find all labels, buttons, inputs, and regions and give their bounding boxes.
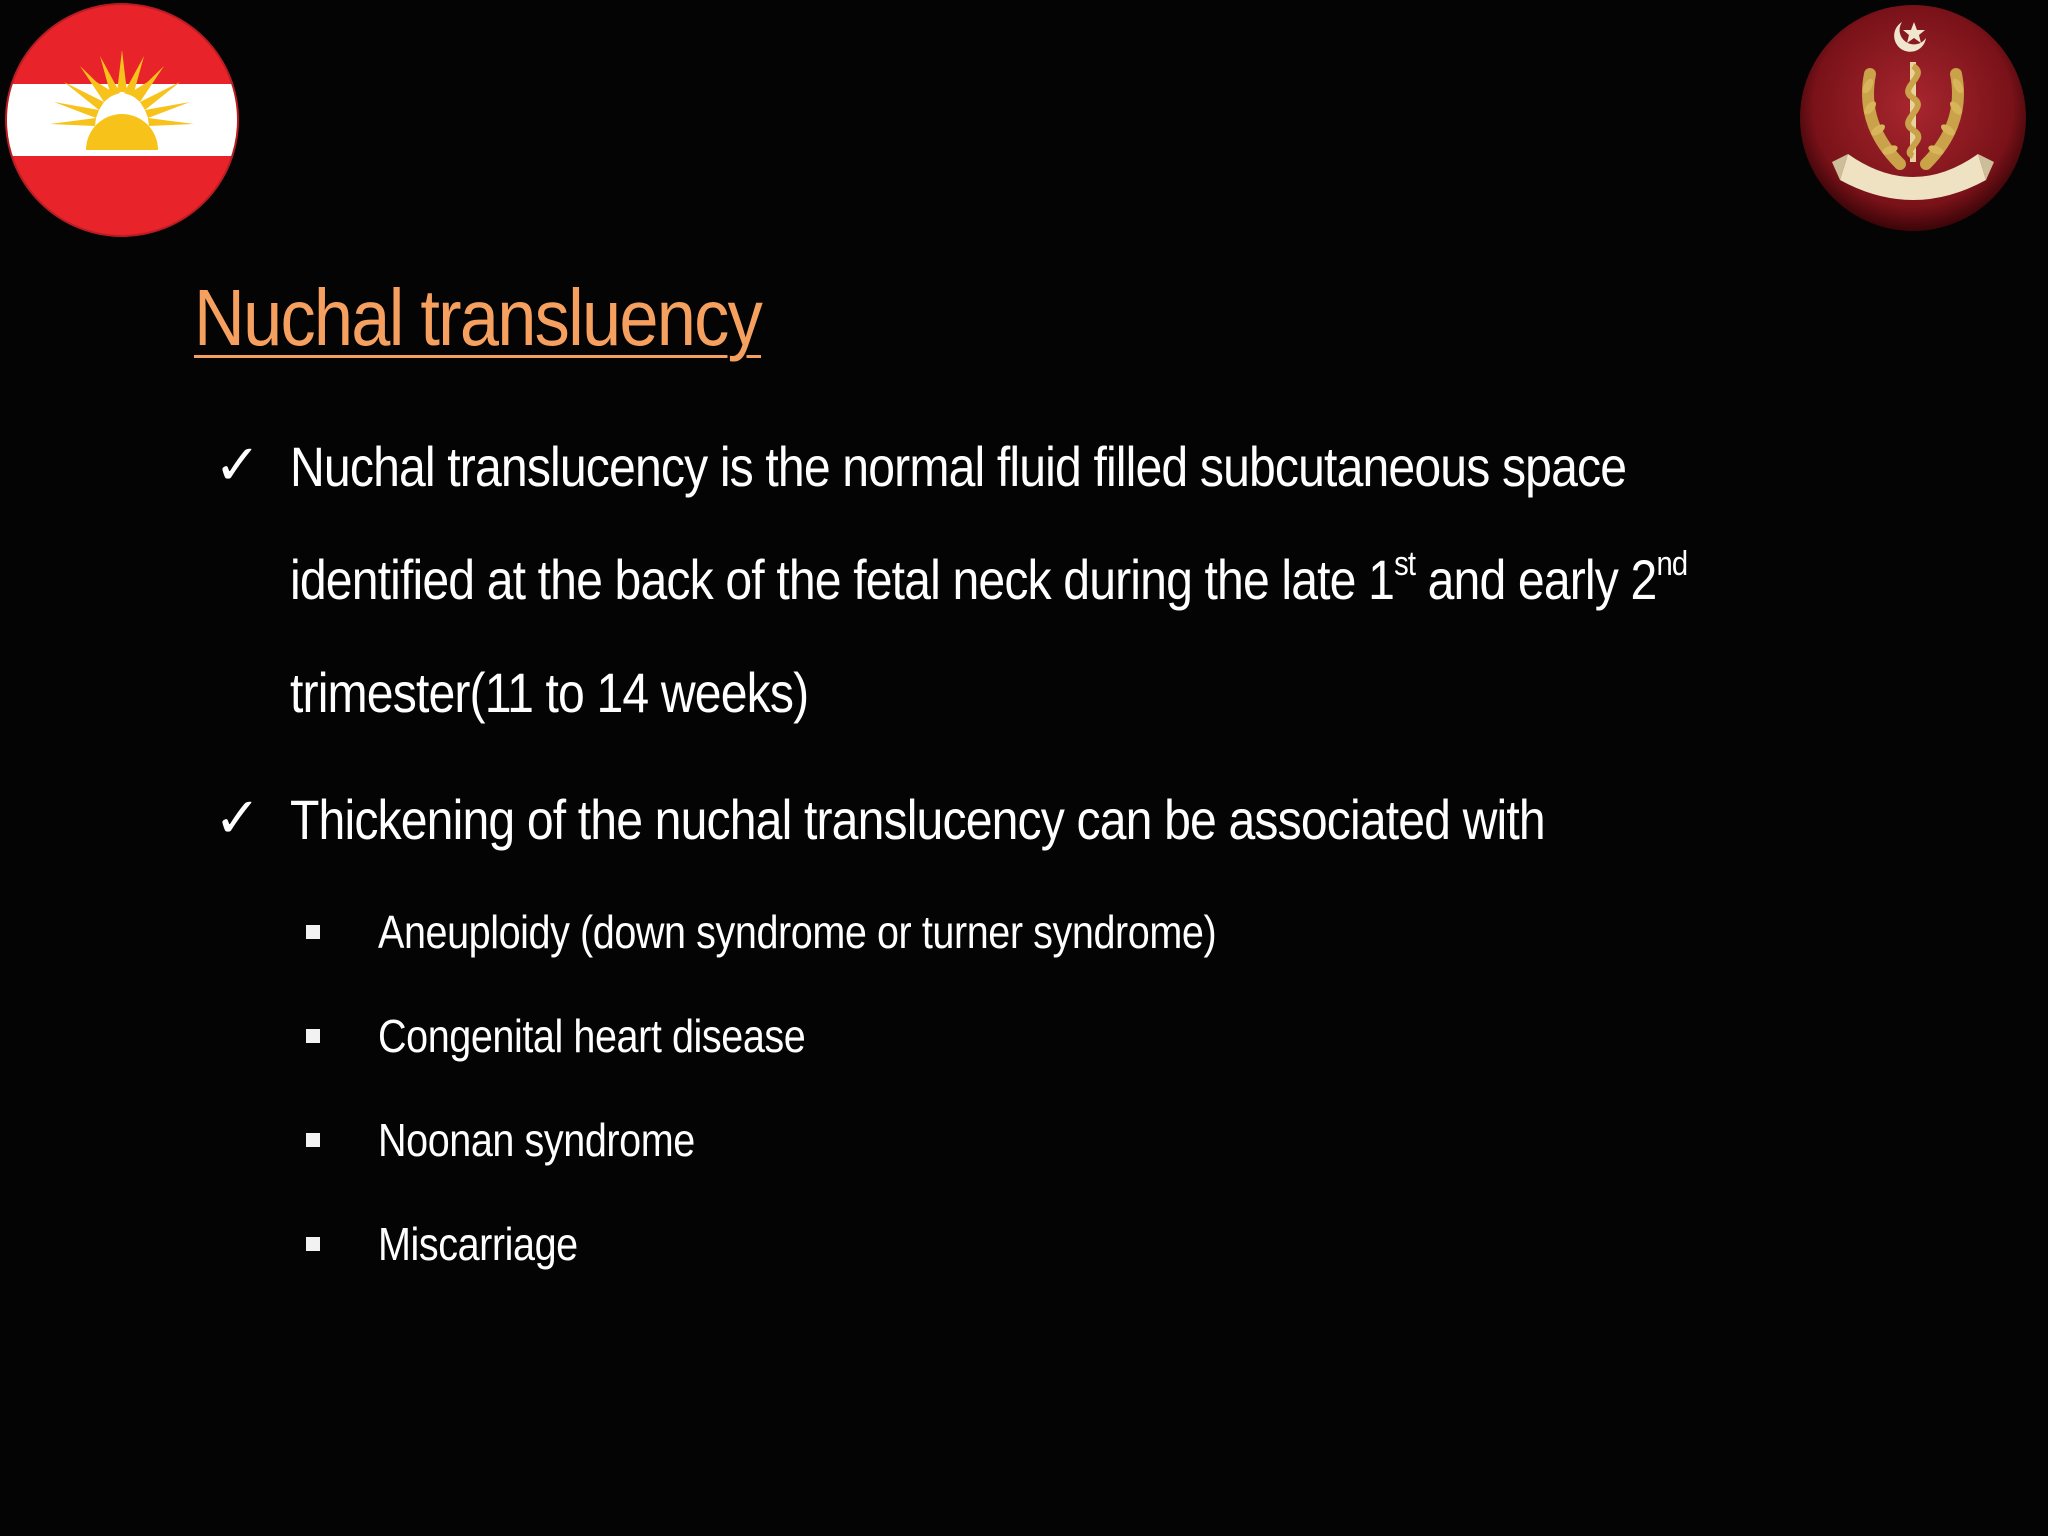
- square-bullet-icon: [306, 1237, 320, 1251]
- sub-item-3: Noonan syndrome: [378, 1114, 695, 1166]
- point-1-line-2: [290, 523, 1687, 636]
- checkmark-icon: ✓: [214, 433, 261, 496]
- point-1-line-2-text-a: identified at the back of the fetal neck during the late 1: [290, 548, 1395, 611]
- point-1-line-3: trimester(11 to 14 weeks): [290, 661, 809, 724]
- superscript-nd: nd: [1656, 545, 1688, 583]
- square-bullet-icon: [306, 1133, 320, 1147]
- medical-corps-emblem-logo: [1790, 4, 2036, 232]
- superscript-st: st: [1394, 545, 1416, 583]
- point-2-line-1: Thickening of the nuchal translucency can be associated with: [290, 788, 1545, 851]
- flag-emblem-logo: [4, 2, 240, 238]
- sub-item-1: Aneuploidy (down syndrome or turner syndrome): [378, 906, 1217, 958]
- square-bullet-icon: [306, 925, 320, 939]
- sub-item-2: Congenital heart disease: [378, 1010, 806, 1062]
- point-1-line-2-text-b: and early 2: [1415, 548, 1657, 611]
- sub-item-4: Miscarriage: [378, 1218, 578, 1270]
- slide-title: Nuchal transluency: [194, 273, 762, 362]
- square-bullet-icon: [306, 1029, 320, 1043]
- point-1-line-1: Nuchal translucency is the normal fluid filled subcutaneous space: [290, 435, 1627, 498]
- checkmark-icon: ✓: [214, 786, 261, 849]
